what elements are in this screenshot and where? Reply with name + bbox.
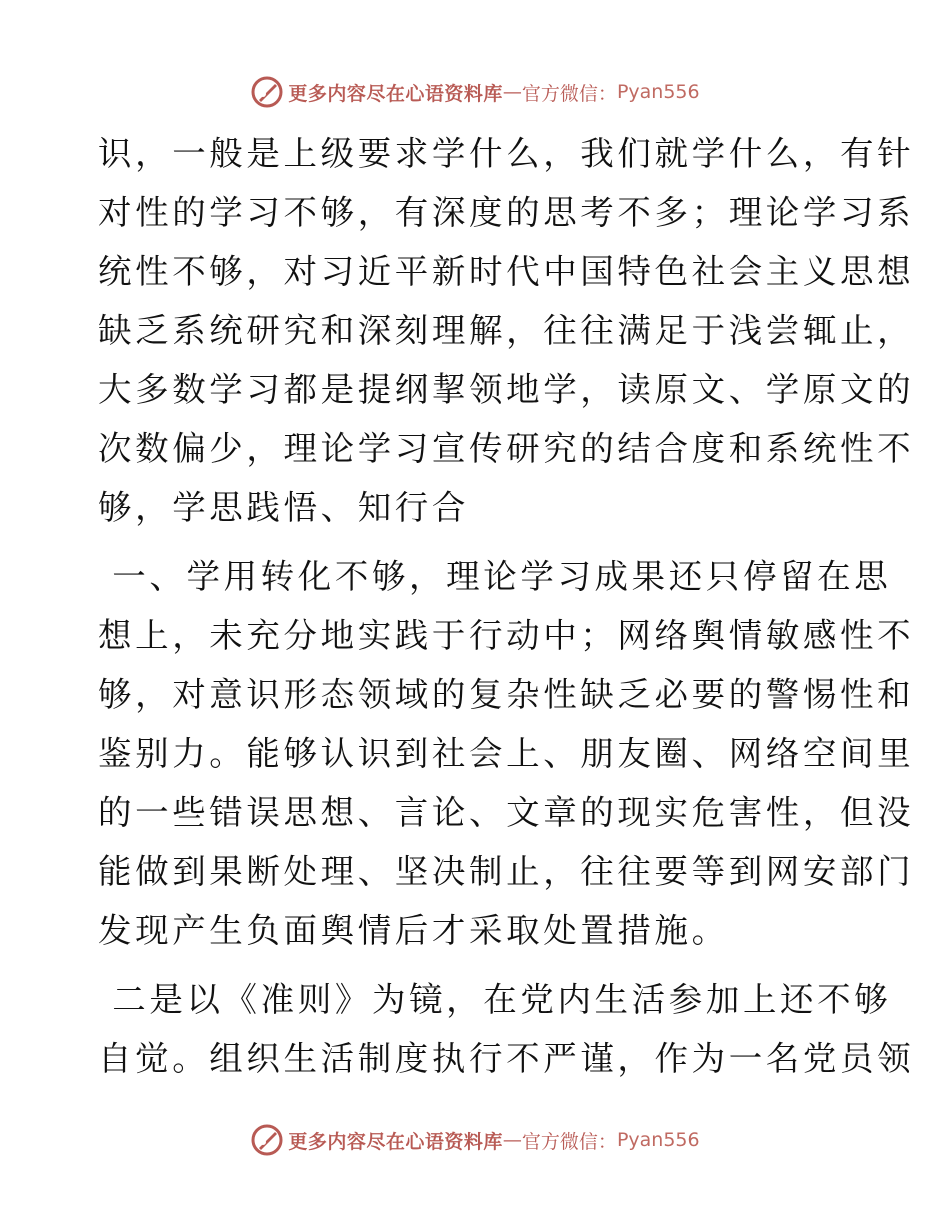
watermark-separator: —	[502, 1129, 522, 1151]
text-line: 够，学思践悟、知行合	[98, 488, 469, 527]
text-line: 能做到果断处理、坚决制止，往往要等到网安部门	[98, 852, 915, 891]
text-line: 识，一般是上级要求学什么，我们就学什么，有针	[98, 134, 915, 173]
paragraph-2	[98, 547, 915, 960]
text-line: 想上，未充分地实践于行动中；网络舆情敏感性不	[98, 616, 915, 655]
paragraph-3	[98, 970, 915, 1088]
watermark-wechat-label: 官方微信：	[521, 82, 617, 105]
text-line: 二是以《准则》为镜，在党内生活参加上还不够	[98, 980, 892, 1019]
header-watermark	[0, 72, 950, 112]
quill-seal-icon	[250, 75, 284, 109]
text-line: 次数偏少，理论学习宣传研究的结合度和系统性不	[98, 429, 915, 468]
watermark-wechat-id: Pyan556	[616, 81, 700, 103]
text-line: 发现产生负面舆情后才采取处置措施。	[98, 911, 729, 950]
text-line: 对性的学习不够，有深度的思考不多；理论学习系	[98, 193, 915, 232]
watermark-title: 更多内容尽在心语资料库	[288, 1130, 503, 1153]
text-line: 大多数学习都是提纲挈领地学，读原文、学原文的	[98, 370, 915, 409]
quill-seal-icon	[250, 1123, 284, 1157]
text-line: 鉴别力。能够认识到社会上、朋友圈、网络空间里	[98, 734, 915, 773]
watermark-title: 更多内容尽在心语资料库	[288, 82, 503, 105]
watermark-separator: —	[502, 81, 522, 103]
watermark-wechat-label: 官方微信：	[521, 1130, 617, 1153]
text-line: 统性不够，对习近平新时代中国特色社会主义思想	[98, 252, 915, 291]
watermark-wechat-id: Pyan556	[616, 1129, 700, 1151]
text-line: 自觉。组织生活制度执行不严谨，作为一名党员领	[98, 1039, 915, 1078]
text-line: 一、学用转化不够，理论学习成果还只停留在思	[98, 557, 892, 596]
footer-watermark	[0, 1120, 950, 1160]
text-line: 缺乏系统研究和深刻理解，往往满足于浅尝辄止，	[98, 311, 915, 350]
document-body	[98, 124, 915, 1088]
text-line: 的一些错误思想、言论、文章的现实危害性，但没	[98, 793, 915, 832]
text-line: 够，对意识形态领域的复杂性缺乏必要的警惕性和	[98, 675, 915, 714]
paragraph-1	[98, 124, 915, 537]
